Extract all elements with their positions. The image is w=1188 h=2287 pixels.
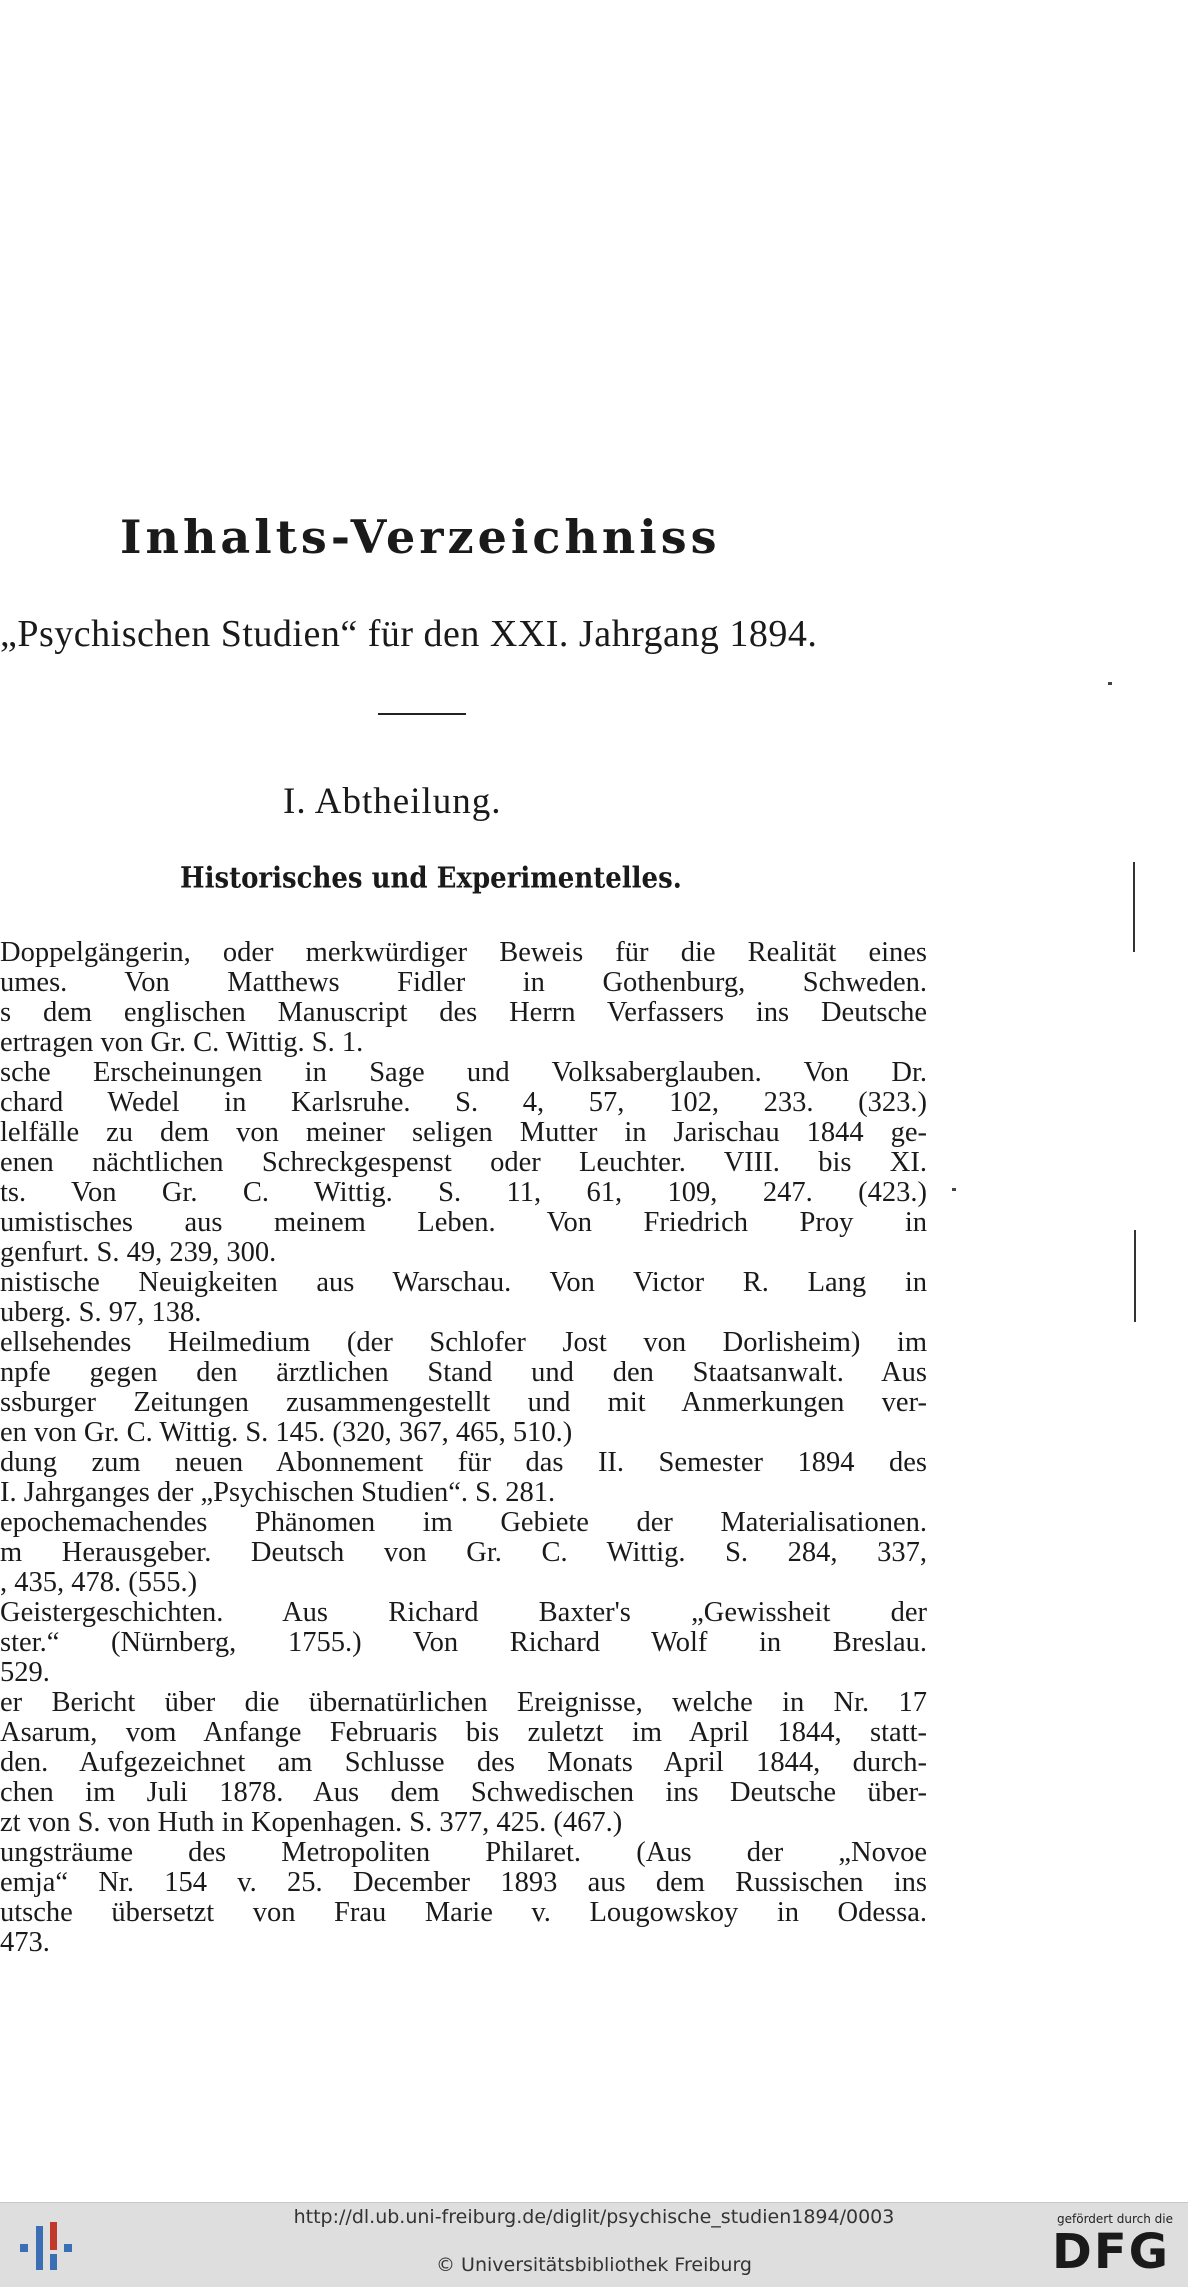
toc-entry-line: ungsträume des Metropoliten Philaret. (Aus der „Novoe xyxy=(0,1838,927,1868)
toc-entry-line: Asarum, vom Anfange Februaris bis zuletzt im April 1844, statt- xyxy=(0,1718,927,1748)
toc-entry-line: , 435, 478. (555.) xyxy=(0,1568,198,1598)
toc-entry-line: enen nächtlichen Schreckgespenst oder Leuchter. VIII. bis XI. xyxy=(0,1148,927,1178)
toc-entry-line: 473. xyxy=(0,1928,50,1958)
toc-entry-line: 529. xyxy=(0,1658,50,1688)
toc-entry-line: nistische Neuigkeiten aus Warschau. Von Victor R. Lang in xyxy=(0,1268,927,1298)
page-subtitle: „Psychischen Studien“ für den XXI. Jahrgang 1894. xyxy=(0,613,818,655)
toc-entry-line: s dem englischen Manuscript des Herrn Verfassers ins Deutsche xyxy=(0,998,927,1028)
page-title: Inhalts-Verzeichniss xyxy=(120,510,721,564)
toc-entry-line: zt von S. von Huth in Kopenhagen. S. 377, 425. (467.) xyxy=(0,1808,623,1838)
title-rule xyxy=(378,713,466,715)
toc-entry-line: umistisches aus meinem Leben. Von Friedrich Proy in xyxy=(0,1208,927,1238)
margin-mark xyxy=(1133,862,1135,952)
toc-entry-line: dung zum neuen Abonnement für das II. Semester 1894 des xyxy=(0,1448,927,1478)
toc-entry-line: ertragen von Gr. C. Wittig. S. 1. xyxy=(0,1028,364,1058)
toc-entry-line: lelfälle zu dem von meiner seligen Mutter in Jarischau 1844 ge- xyxy=(0,1118,927,1148)
toc-entry-line: chard Wedel in Karlsruhe. S. 4, 57, 102, 233. (323.) xyxy=(0,1088,927,1118)
toc-entry-line: umes. Von Matthews Fidler in Gothenburg, Schweden. xyxy=(0,968,927,998)
dfg-logo: DFG xyxy=(1052,2224,1171,2280)
toc-entry-line: npfe gegen den ärztlichen Stand und den Staatsanwalt. Aus xyxy=(0,1358,927,1388)
section-subheading: Historisches und Experimentelles. xyxy=(180,862,682,895)
margin-mark xyxy=(952,1188,956,1191)
toc-entry-line: uberg. S. 97, 138. xyxy=(0,1298,202,1328)
toc-entry-line: emja“ Nr. 154 v. 25. December 1893 aus dem Russischen ins xyxy=(0,1868,927,1898)
footer-url-link[interactable]: http://dl.ub.uni-freiburg.de/diglit/psychische_studien1894/0003 xyxy=(293,2206,895,2228)
toc-entry-line: sche Erscheinungen in Sage und Volksaberglauben. Von Dr. xyxy=(0,1058,927,1088)
toc-entry-line: genfurt. S. 49, 239, 300. xyxy=(0,1238,277,1268)
toc-entry-line: epochemachendes Phänomen im Gebiete der Materialisationen. xyxy=(0,1508,927,1538)
section-heading: I. Abtheilung. xyxy=(283,781,502,822)
toc-entry-line: den. Aufgezeichnet am Schlusse des Monats April 1844, durch- xyxy=(0,1748,927,1778)
toc-entry-line: ssburger Zeitungen zusammengestellt und mit Anmerkungen ver- xyxy=(0,1388,927,1418)
toc-entry-line: utsche übersetzt von Frau Marie v. Lougowskoy in Odessa. xyxy=(0,1898,927,1928)
toc-entry-line: ts. Von Gr. C. Wittig. S. 11, 61, 109, 247. (423.) xyxy=(0,1178,927,1208)
toc-entry-line: I. Jahrganges der „Psychischen Studien“. S. 281. xyxy=(0,1478,556,1508)
toc-entry-line: Doppelgängerin, oder merkwürdiger Beweis für die Realität eines xyxy=(0,938,927,968)
toc-entry-line: Geistergeschichten. Aus Richard Baxter's „Gewissheit der xyxy=(0,1598,927,1628)
dfg-funding-label: gefördert durch die xyxy=(1057,2212,1173,2226)
toc-entry-line: en von Gr. C. Wittig. S. 145. (320, 367, 465, 510.) xyxy=(0,1418,573,1448)
toc-entry-line: chen im Juli 1878. Aus dem Schwedischen ins Deutsche über- xyxy=(0,1778,927,1808)
entries-list xyxy=(0,938,927,1958)
toc-entry-line: m Herausgeber. Deutsch von Gr. C. Wittig. S. 284, 337, xyxy=(0,1538,927,1568)
toc-entry-line: ellsehendes Heilmedium (der Schlofer Jost von Dorlisheim) im xyxy=(0,1328,927,1358)
margin-mark xyxy=(1134,1230,1136,1322)
toc-entry-line: ster.“ (Nürnberg, 1755.) Von Richard Wolf in Breslau. xyxy=(0,1628,927,1658)
footer-copyright: © Universitätsbibliothek Freiburg xyxy=(436,2254,752,2276)
margin-mark xyxy=(1108,682,1112,685)
toc-entry-line: er Bericht über die übernatürlichen Ereignisse, welche in Nr. 17 xyxy=(0,1688,927,1718)
